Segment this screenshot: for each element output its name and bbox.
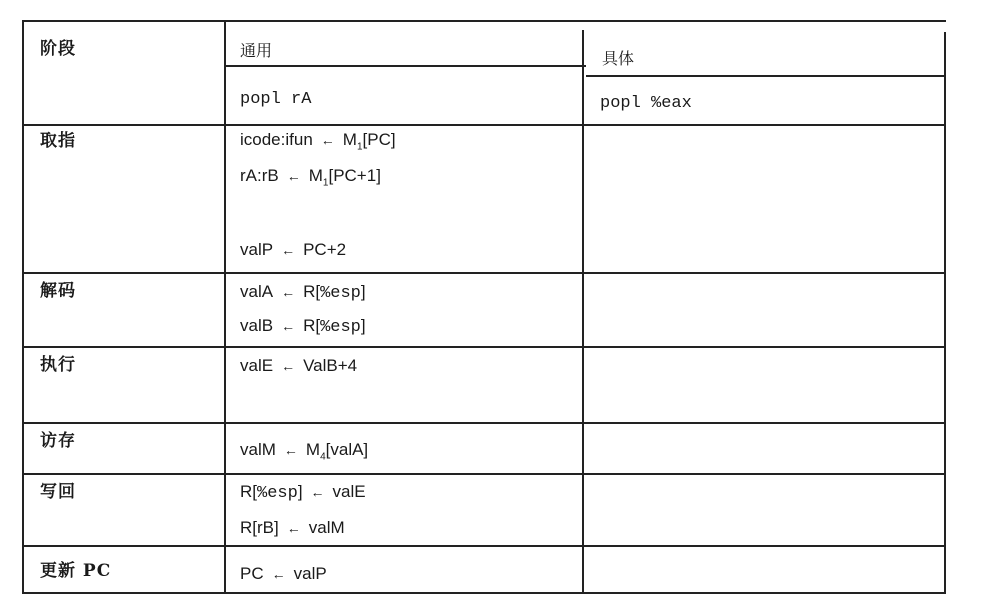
fetch-line-1 (240, 130, 396, 152)
update-pc-line-1 (240, 564, 327, 584)
stage-memory: 访存 (40, 431, 76, 451)
decode-line-1-rhs: R[ (303, 282, 321, 301)
left-arrow-icon: ← (281, 318, 296, 334)
table-border-right (944, 32, 946, 594)
header-divider-generic (224, 65, 586, 67)
fetch-line-1-rhs: M (342, 130, 357, 149)
fetch-line-1-lhs: icode:ifun (240, 130, 313, 149)
left-arrow-icon: ← (271, 566, 286, 582)
decode-line-2-rhs: R[ (303, 316, 321, 335)
fetch-line-2-tail: [PC+1] (328, 166, 381, 185)
left-arrow-icon: ← (286, 520, 301, 536)
fetch-line-1-sub: 1 (356, 141, 363, 153)
stage-writeback: 写回 (40, 482, 76, 502)
left-arrow-icon: ← (283, 442, 298, 458)
fetch-line-2-rhs: M (308, 166, 323, 185)
writeback-line-2-rhs: valM (308, 518, 345, 537)
fetch-line-2-sub: 1 (322, 177, 329, 189)
decode-line-2-lhs: valB (240, 316, 274, 335)
writeback-line-1-rhs: valE (332, 482, 366, 501)
column-divider-stage (224, 20, 226, 594)
table-border-left (22, 20, 24, 594)
fetch-line-3-lhs: valP (240, 240, 274, 259)
stage-update-pc: 更新 PC (40, 561, 112, 581)
left-arrow-icon: ← (310, 484, 325, 500)
fetch-line-1-tail: [PC] (362, 130, 396, 149)
specific-instruction: popl %eax (600, 94, 692, 113)
fetch-line-2 (240, 166, 381, 188)
fetch-line-2-lhs: rA:rB (240, 166, 279, 185)
execute-line-1 (240, 356, 357, 376)
decode-line-2 (240, 316, 366, 337)
row-divider-pc (22, 545, 946, 547)
column-divider-generic (582, 30, 584, 594)
stage-decode: 解码 (40, 281, 76, 301)
table-border-bottom (22, 592, 946, 594)
row-divider-memory (22, 422, 946, 424)
left-arrow-icon: ← (286, 168, 301, 184)
memory-line-1-sub: 4 (320, 451, 326, 463)
instruction-stage-table (22, 20, 946, 594)
decode-line-1 (240, 282, 366, 303)
decode-line-1-tail: ] (360, 282, 366, 301)
generic-instruction: popl rA (240, 90, 312, 109)
header-divider-specific (586, 75, 946, 77)
stage-execute: 执行 (40, 355, 76, 375)
left-arrow-icon: ← (281, 242, 296, 258)
decode-line-2-reg: %esp (320, 318, 361, 337)
memory-line-1-tail: [valA] (325, 440, 369, 459)
row-divider-execute (22, 346, 946, 348)
writeback-line-1-lhs-post: ] (297, 482, 303, 501)
update-pc-line-1-lhs: PC (240, 564, 264, 583)
left-arrow-icon: ← (281, 284, 296, 300)
specific-column-header: 具体 (602, 49, 635, 68)
fetch-line-3-rhs: PC+2 (303, 240, 347, 259)
memory-line-1-lhs: valM (240, 440, 276, 459)
update-pc-line-1-rhs: valP (293, 564, 327, 583)
stage-fetch: 取指 (40, 131, 76, 151)
decode-line-1-lhs: valA (240, 282, 274, 301)
writeback-line-2 (240, 518, 345, 538)
writeback-line-1 (240, 482, 366, 503)
writeback-line-1-reg: %esp (257, 484, 298, 503)
memory-line-1-rhs: M (305, 440, 321, 459)
fetch-line-3 (240, 240, 346, 260)
writeback-line-2-lhs: R[rB] (240, 518, 279, 537)
memory-line-1 (240, 440, 368, 462)
left-arrow-icon: ← (281, 358, 296, 374)
writeback-line-1-lhs-pre: R[ (240, 482, 257, 501)
decode-line-1-reg: %esp (320, 284, 361, 303)
stage-column-header: 阶段 (40, 39, 76, 59)
left-arrow-icon: ← (320, 132, 335, 148)
row-divider-decode (22, 272, 946, 274)
execute-line-1-lhs: valE (240, 356, 274, 375)
table-border-top (22, 20, 946, 22)
execute-line-1-rhs: ValB+4 (303, 356, 358, 375)
decode-line-2-tail: ] (360, 316, 366, 335)
row-divider-fetch (22, 124, 946, 126)
row-divider-writeback (22, 473, 946, 475)
generic-column-header: 通用 (240, 41, 273, 60)
